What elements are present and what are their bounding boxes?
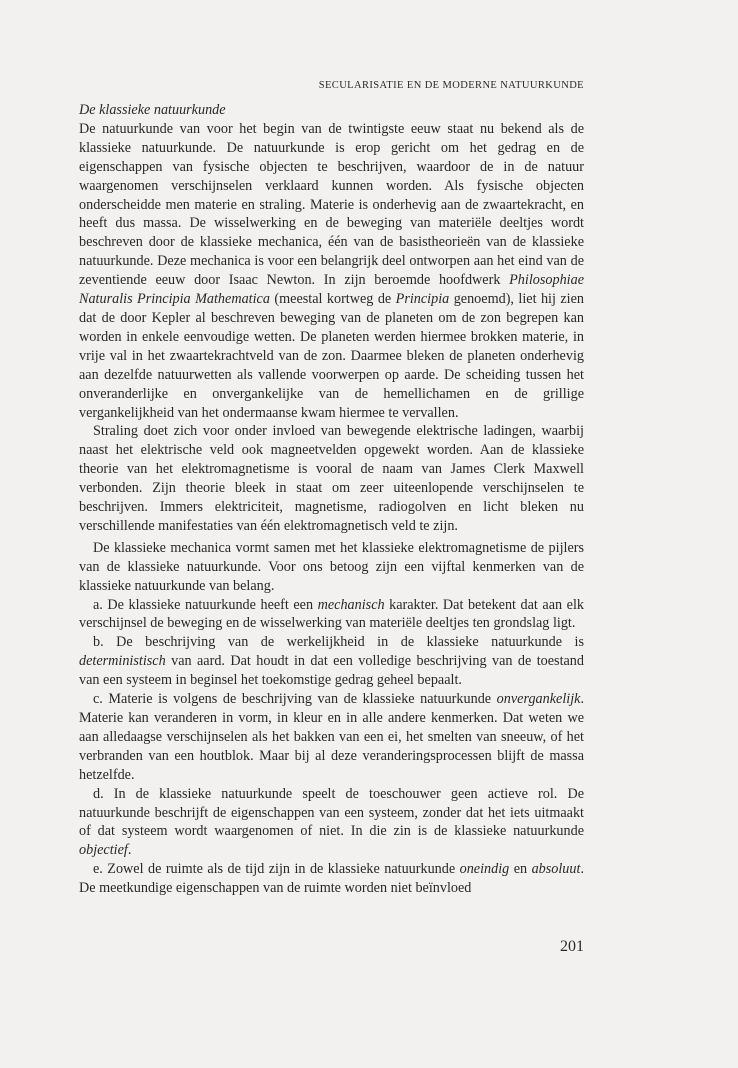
paragraph-text: a. De klassieke natuurkunde heeft een xyxy=(93,596,318,613)
paragraph-text: e. Zowel de ruimte als de tijd zijn in de klassieke natuurkunde xyxy=(93,861,460,878)
paragraph xyxy=(79,422,584,535)
paragraph-text: De natuurkunde van voor het begin van de twintigste eeuw staat nu bekend als de klassieke natuurkunde. De natuurkunde is erop gericht om het gedrag en de eigenschappen van fysische objecten te beschrijven, waardoor de in de natuur waargenomen verschijnselen verklaard kunnen worden. Als fysische objecten onderscheidde men materie en straling. Materie is onderhevig aan de zwaartekracht, en heeft dus massa. De wisselwerking en de beweging van materiële deeltjes wordt beschreven door de klassieke mechanica, één van de basistheorieën van de klassieke natuurkunde. Deze mechanica is voor een belangrijk deel ontworpen aan het eind van de zeventiende eeuw door Isaac Newton. In zijn beroemde hoofdwerk xyxy=(79,120,584,289)
paragraph-text: Straling doet zich voor onder invloed van bewegende elektrische ladingen, waarbij naast het elektrische veld ook magneetvelden opgewekt worden. Aan de klassieke theorie van het elektromagnetisme is vooral de naam van James Clerk Maxwell verbonden. Zijn theorie bleek in staat om zeer uiteenlopende verschijnselen te beschrijven. Immers elektriciteit, magnetisme, radiogolven en licht bleken nu verschillende manifestaties van één elektromagnetisch veld te zijn. xyxy=(79,423,584,534)
italic-text: deterministisch xyxy=(79,653,166,670)
running-head: SECULARISATIE EN DE MODERNE NATUURKUNDE xyxy=(318,80,584,91)
italic-text: absoluut xyxy=(531,861,581,878)
section-title: De klassieke natuurkunde xyxy=(79,102,226,118)
page-number: 201 xyxy=(560,938,584,955)
paragraph-text: en xyxy=(509,861,532,878)
paragraph xyxy=(79,539,584,596)
paragraph-text: . Materie kan veranderen in vorm, in kleur en in alle andere kenmerken. Dat weten we aan alledaagse verschijnselen als het bakken van een ei, het smelten van sneeuw, of het verbranden van een houtblok. Maar bij al deze veranderingsprocessen blijft de massa hetzelfde. xyxy=(79,691,584,783)
italic-text: Principia xyxy=(395,291,450,308)
italic-text: oneindig xyxy=(459,861,510,878)
paragraph xyxy=(79,690,584,785)
paragraph-text: (meestal kortweg de xyxy=(269,291,396,308)
paragraph-text: genoemd), liet hij zien dat de door Kepler al beschreven beweging van de planeten om de zon begrepen kan worden in enkele eenvoudige wetten. De planeten werden hiermee brokken materie, in vrije val in het zwaartekrachtveld van de zon. Daarmee bleken de planeten onderhevig aan dezelfde natuurwetten als vallende voorwerpen op aarde. De scheiding tussen het onveranderlijke en onvergankelijke van de hemellichamen en de grillige vergankelijkheid van het ondermaanse kwam hiermee te vervallen. xyxy=(79,291,585,421)
italic-text: Philosophiae Naturalis Principia Mathematica xyxy=(79,272,584,308)
paragraph-text: De klassieke mechanica vormt samen met het klassieke elektromagnetisme de pijlers van de klassieke natuurkunde. Voor ons betoog zijn een vijftal kenmerken van de klassieke natuurkunde van belang. xyxy=(79,539,584,594)
paragraph xyxy=(79,120,584,423)
italic-text: onvergankelijk xyxy=(496,691,581,708)
paragraph-text: karakter. Dat betekent dat aan elk verschijnsel de beweging en de wisselwerking van materiële deeltjes ten grondslag ligt. xyxy=(79,596,584,632)
paragraph-text: van aard. Dat houdt in dat een volledige beschrijving van de toestand van een systeem in beginsel het toekomstige gedrag geheel bepaalt. xyxy=(79,653,584,689)
italic-text: objectief xyxy=(79,842,128,859)
paragraph xyxy=(79,860,584,898)
paragraph-text: d. In de klassieke natuurkunde speelt de toeschouwer geen actieve rol. De natuurkunde beschrijft de eigenschappen van een systeem, zonder dat het iets uitmaakt of dat systeem wordt waargenomen of niet. In die zin is de klassieke natuurkunde xyxy=(79,785,584,840)
paragraph-text: b. De beschrijving van de werkelijkheid in de klassieke natuurkunde is xyxy=(93,634,584,651)
body-text xyxy=(79,101,584,898)
paragraph-text: . xyxy=(127,842,132,859)
paragraph xyxy=(79,633,584,690)
paragraph xyxy=(79,596,584,634)
paragraph-text: . De meetkundige eigenschappen van de ruimte worden niet beïnvloed xyxy=(79,861,584,897)
paragraph-list xyxy=(79,120,584,898)
paragraph xyxy=(79,785,584,861)
paragraph-text: c. Materie is volgens de beschrijving van de klassieke natuurkunde xyxy=(93,691,497,708)
italic-text: mechanisch xyxy=(317,596,385,613)
